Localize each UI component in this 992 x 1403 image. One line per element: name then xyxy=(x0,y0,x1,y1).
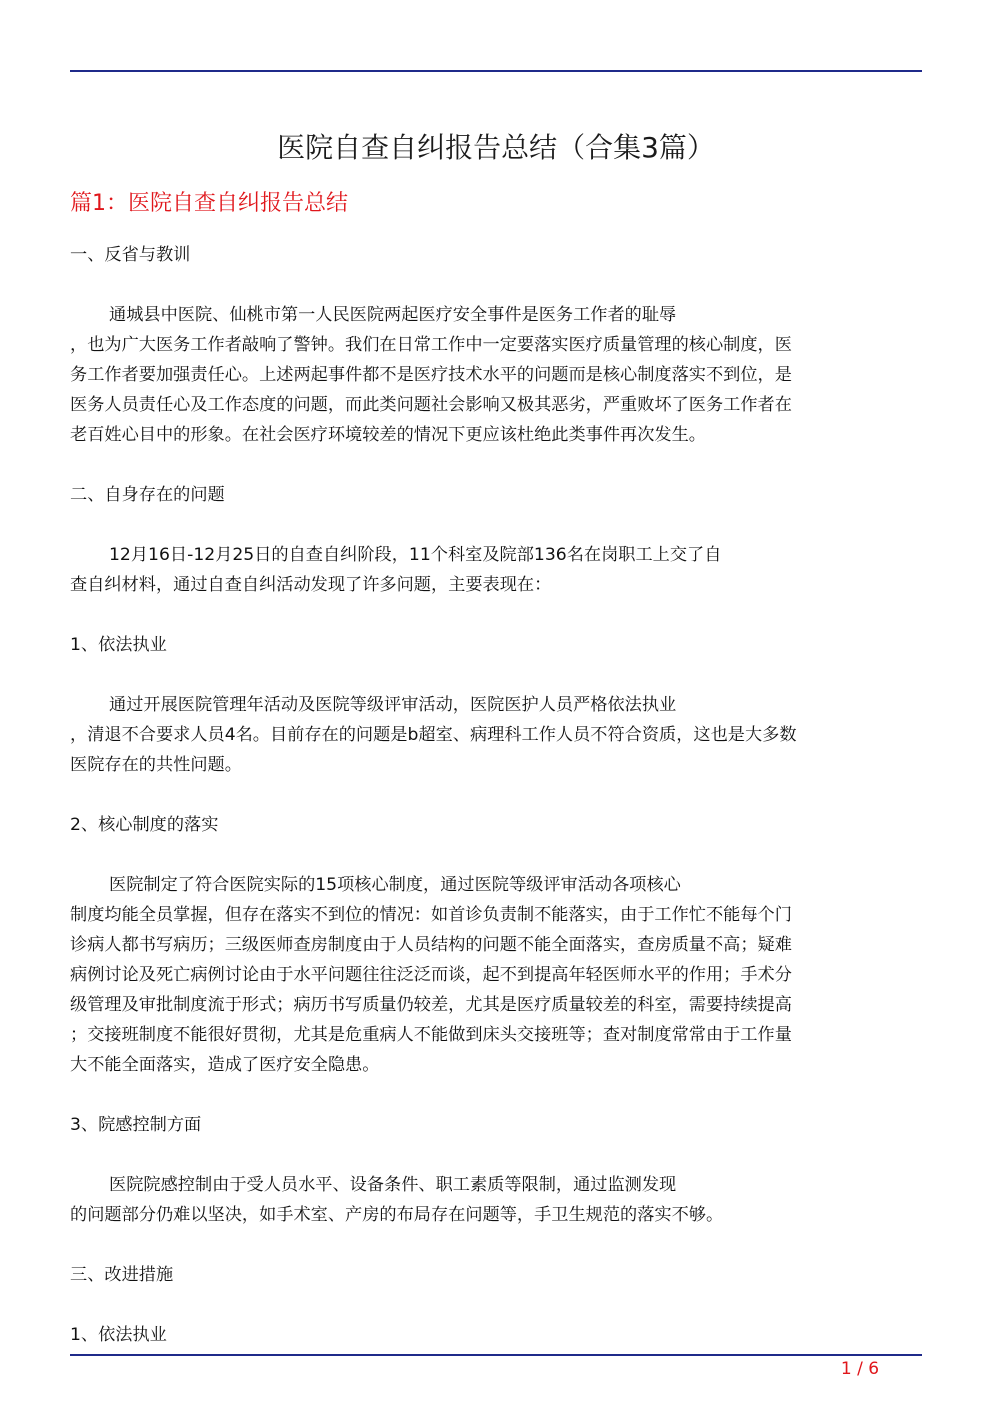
paragraph-line: 务工作者要加强责任心。上述两起事件都不是医疗技术水平的问题而是核心制度落实不到位，是 xyxy=(70,365,792,385)
document-body xyxy=(70,240,912,1350)
paragraph-legal-practice xyxy=(70,690,912,780)
paragraph-line: 医务人员责任心及工作态度的问题，而此类问题社会影响又极其恶劣，严重败坏了医务工作者在 xyxy=(70,395,792,415)
paragraph-line: 级管理及审批制度流于形式；病历书写质量仍较差，尤其是医疗质量较差的科室，需要持续提高 xyxy=(70,995,792,1015)
section-subtitle: 篇1：医院自查自纠报告总结 xyxy=(70,191,348,216)
document-title: 医院自查自纠报告总结（合集3篇） xyxy=(277,131,715,164)
paragraph-line: 通城县中医院、仙桃市第一人民医院两起医疗安全事件是医务工作者的耻辱 xyxy=(109,305,677,325)
paragraph-line: 12月16日-12月25日的自查自纠阶段，11个科室及院部136名在岗职工上交了自 xyxy=(109,545,722,565)
paragraph-line: 病例讨论及死亡病例讨论由于水平问题往往泛泛而谈，起不到提高年轻医师水平的作用；手术分 xyxy=(70,965,792,985)
heading-problems: 二、自身存在的问题 xyxy=(70,485,225,505)
heading-improvements: 三、改进措施 xyxy=(70,1265,174,1285)
paragraph-line: 医院存在的共性问题。 xyxy=(70,755,242,775)
paragraph-line: 制度均能全员掌握，但存在落实不到位的情况：如首诊负责制不能落实，由于工作忙不能每个门 xyxy=(70,905,792,925)
paragraph-line: 查自纠材料，通过自查自纠活动发现了许多问题，主要表现在： xyxy=(70,575,552,595)
header-rule xyxy=(70,70,922,72)
footer-rule xyxy=(70,1354,922,1356)
paragraph-line: 诊病人都书写病历；三级医师查房制度由于人员结构的问题不能全面落实，查房质量不高；疑难 xyxy=(70,935,792,955)
heading-core-systems: 2、核心制度的落实 xyxy=(70,815,219,835)
paragraph-line: 通过开展医院管理年活动及医院等级评审活动，医院医护人员严格依法执业 xyxy=(109,695,677,715)
paragraph-infection-control xyxy=(70,1170,912,1230)
paragraph-line: 医院院感控制由于受人员水平、设备条件、职工素质等限制，通过监测发现 xyxy=(109,1175,677,1195)
heading-legal-practice-2: 1、依法执业 xyxy=(70,1325,167,1345)
heading-legal-practice: 1、依法执业 xyxy=(70,635,167,655)
paragraph-core-systems xyxy=(70,870,912,1080)
paragraph-line: 医院制定了符合医院实际的15项核心制度，通过医院等级评审活动各项核心 xyxy=(109,875,681,895)
paragraph-problems xyxy=(70,540,912,600)
paragraph-reflection xyxy=(70,300,912,450)
paragraph-line: ，清退不合要求人员4名。目前存在的问题是b超室、病理科工作人员不符合资质，这也是大多数 xyxy=(70,725,797,745)
paragraph-line: ；交接班制度不能很好贯彻，尤其是危重病人不能做到床头交接班等；查对制度常常由于工作量 xyxy=(70,1025,792,1045)
paragraph-line: 老百姓心目中的形象。在社会医疗环境较差的情况下更应该杜绝此类事件再次发生。 xyxy=(70,425,706,445)
heading-reflection: 一、反省与教训 xyxy=(70,245,191,265)
page-indicator: 1 / 6 xyxy=(840,1359,880,1379)
paragraph-line: 的问题部分仍难以坚决，如手术室、产房的布局存在问题等，手卫生规范的落实不够。 xyxy=(70,1205,724,1225)
paragraph-line: ，也为广大医务工作者敲响了警钟。我们在日常工作中一定要落实医疗质量管理的核心制度，医 xyxy=(70,335,792,355)
heading-infection-control: 3、院感控制方面 xyxy=(70,1115,202,1135)
paragraph-line: 大不能全面落实，造成了医疗安全隐患。 xyxy=(70,1055,380,1075)
